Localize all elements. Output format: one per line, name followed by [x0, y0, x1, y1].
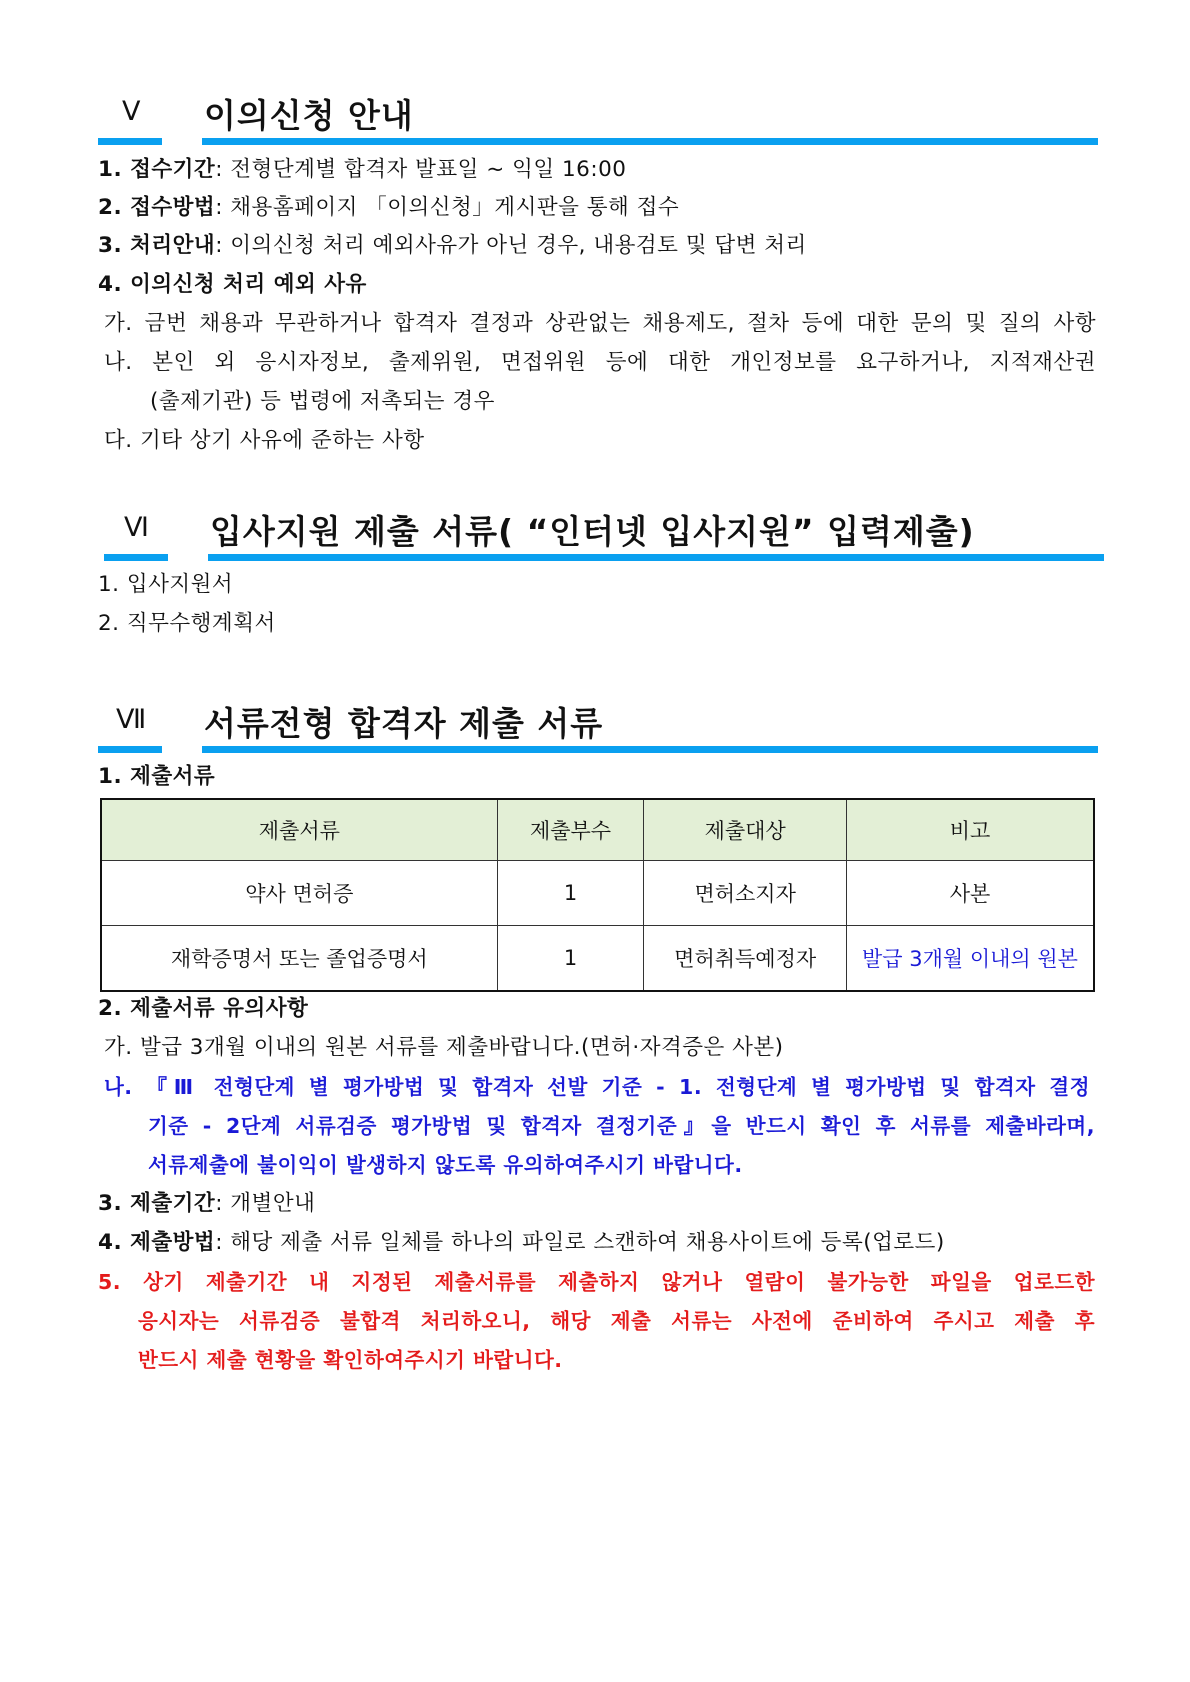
s5-sub-c: 다. 기타 상기 사유에 준하는 사항	[104, 428, 425, 453]
s7-item4-text: : 해당 제출 서류 일체를 하나의 파일로 스캔하여 채용사이트에 등록(업로드)	[215, 1230, 945, 1255]
s5-item1-text: : 전형단계별 합격자 발표일 ~ 익일 16:00	[215, 157, 627, 182]
section-5-bar-left	[98, 138, 162, 145]
s5-sub-b2: (출제기관) 등 법령에 저촉되는 경우	[150, 389, 495, 414]
table-row	[101, 926, 1094, 992]
s7-sub-b3: 서류제출에 불이익이 발생하지 않도록 유의하여주시기 바랍니다.	[148, 1153, 743, 1177]
table-row	[101, 861, 1094, 926]
s7-item5-line3: 반드시 제출 현황을 확인하여주시기 바랍니다.	[138, 1348, 563, 1372]
s7-item3-label: 3. 제출기간	[98, 1191, 216, 1216]
s6-item1: 1. 입사지원서	[98, 572, 234, 597]
s7-item3	[98, 1189, 315, 1219]
table-header-cell: 제출부수	[497, 799, 644, 861]
s5-item1-label: 1. 접수기간	[98, 157, 216, 182]
table-cell: 약사 면허증	[101, 861, 497, 926]
section-6-bar-left	[104, 554, 168, 561]
table-cell: 면허취득예정자	[644, 926, 847, 992]
section-5-title: 이의신청 안내	[204, 96, 414, 135]
table-header-row	[101, 799, 1094, 861]
section-5-bar-right	[202, 138, 1098, 145]
table-cell: 1	[497, 861, 644, 926]
s7-sub-b2: 기준 - 2단계 서류검증 평가방법 및 합격자 결정기준』을 반드시 확인 후 서류를 제출바라며,	[148, 1114, 1095, 1138]
s5-sub-b1: 나. 본인 외 응시자정보, 출제위원, 면접위원 등에 대한 개인정보를 요구하거나, 지적재산권	[104, 350, 1096, 375]
section-7-title: 서류전형 합격자 제출 서류	[204, 704, 604, 743]
s5-item3-label: 3. 처리안내	[98, 233, 216, 258]
table-header-cell: 제출서류	[101, 799, 497, 861]
section-7-bar-right	[202, 746, 1098, 753]
section-5-header	[98, 96, 1098, 146]
s5-item3	[98, 231, 807, 261]
s7-sub-b1: 나. 『Ⅲ 전형단계 별 평가방법 및 합격자 선발 기준 - 1. 전형단계 별 평가방법 및 합격자 결정	[104, 1075, 1090, 1099]
s7-item5-line1: 5. 상기 제출기간 내 지정된 제출서류를 제출하지 않거나 열람이 불가능한 파일을 업로드한	[98, 1270, 1095, 1294]
table-header-cell: 비고	[846, 799, 1094, 861]
table-cell: 사본	[846, 861, 1094, 926]
table-cell: 재학증명서 또는 졸업증명서	[101, 926, 497, 992]
table-cell-note: 발급 3개월 이내의 원본	[846, 926, 1094, 992]
section-7-bar-left	[98, 746, 162, 753]
s5-item4-label: 4. 이의신청 처리 예외 사유	[98, 272, 367, 297]
section-6-bar-right	[208, 554, 1104, 561]
s7-item3-text: : 개별안내	[215, 1191, 316, 1216]
s5-sub-a: 가. 금번 채용과 무관하거나 합격자 결정과 상관없는 채용제도, 절차 등에 대한 문의 및 질의 사항	[104, 311, 1096, 336]
section-7-header	[98, 704, 1098, 754]
table-header-cell: 제출대상	[644, 799, 847, 861]
s5-item3-text: : 이의신청 처리 예외사유가 아닌 경우, 내용검토 및 답변 처리	[215, 233, 807, 258]
s7-item4	[98, 1228, 945, 1258]
s7-item2-label: 2. 제출서류 유의사항	[98, 996, 309, 1021]
s5-item2	[98, 193, 679, 223]
table-cell: 면허소지자	[644, 861, 847, 926]
section-6-title: 입사지원 제출 서류( “인터넷 입사지원” 입력제출)	[210, 512, 975, 551]
table-cell: 1	[497, 926, 644, 992]
section-6-roman: Ⅵ	[124, 512, 149, 543]
s7-item1-label: 1. 제출서류	[98, 764, 216, 789]
s7-item2	[98, 994, 308, 1024]
s7-item4-label: 4. 제출방법	[98, 1230, 216, 1255]
s7-item1	[98, 762, 215, 792]
section-7-roman: Ⅶ	[116, 704, 147, 735]
submission-documents-table	[100, 798, 1095, 992]
s7-sub-a: 가. 발급 3개월 이내의 원본 서류를 제출바랍니다.(면허·자격증은 사본)	[104, 1035, 784, 1060]
s7-item5-line2: 응시자는 서류검증 불합격 처리하오니, 해당 제출 서류는 사전에 준비하여 주시고 제출 후	[138, 1309, 1095, 1333]
s5-item2-text: : 채용홈페이지 「이의신청」게시판을 통해 접수	[215, 195, 680, 220]
s5-item2-label: 2. 접수방법	[98, 195, 216, 220]
s5-item4	[98, 270, 367, 300]
s6-item2: 2. 직무수행계획서	[98, 611, 276, 636]
s5-item1	[98, 155, 626, 185]
section-6-header	[98, 512, 1098, 562]
section-5-roman: Ⅴ	[122, 96, 141, 127]
